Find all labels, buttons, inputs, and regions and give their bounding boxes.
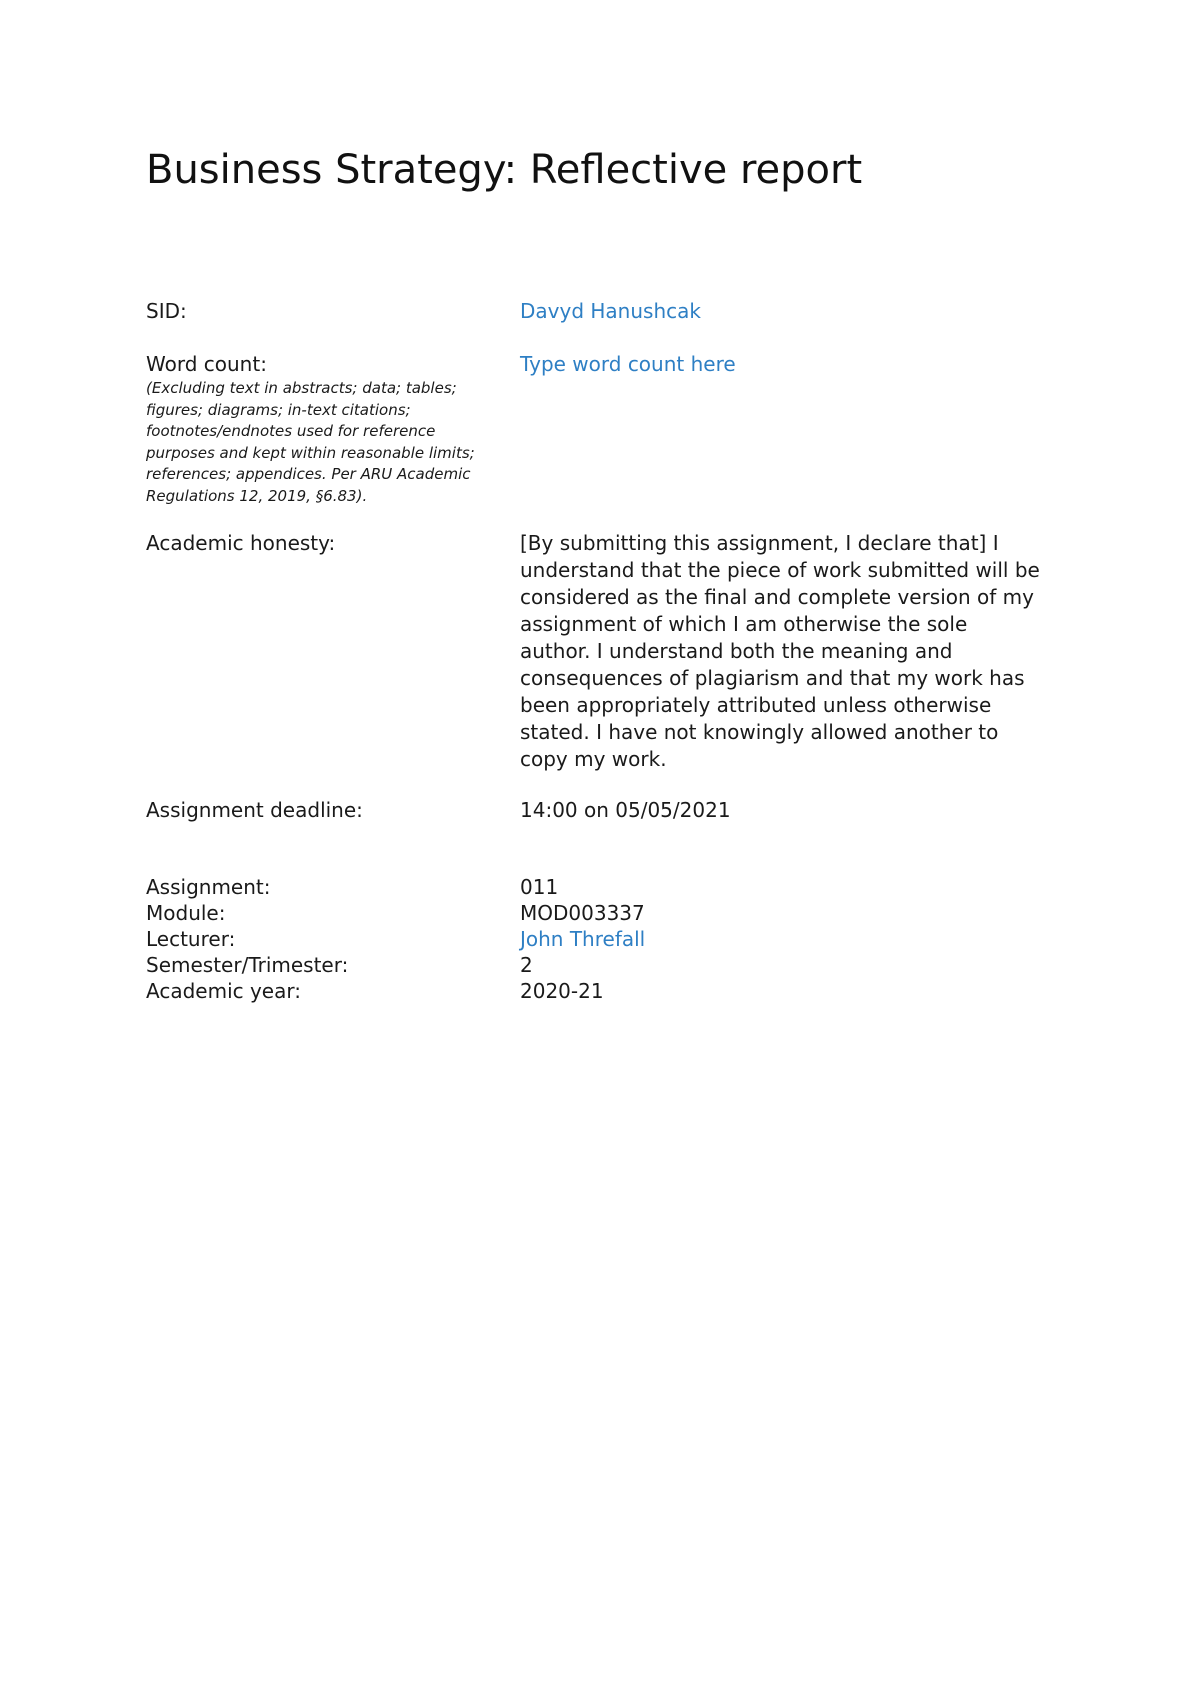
academic-year-label: Academic year: (146, 979, 301, 1003)
word-count-label-block (146, 351, 506, 507)
assignment-deadline-label: Assignment deadline: (146, 798, 363, 822)
semester-value: 2 (520, 953, 533, 977)
academic-honesty-label: Academic honesty: (146, 531, 336, 555)
lecturer-value[interactable]: John Threfall (520, 927, 646, 951)
word-count-note: (Excluding text in abstracts; data; tables; figures; diagrams; in-text citations; footnotes/endnotes used for reference purposes and kept within reasonable limits; references; appendices. Per ARU Academic Regulations 12, 2019, §6.83). (146, 379, 475, 505)
assignment-label: Assignment: (146, 875, 271, 899)
word-count-value[interactable]: Type word count here (520, 352, 736, 376)
academic-year-value: 2020-21 (520, 979, 604, 1003)
semester-label: Semester/Trimester: (146, 953, 349, 977)
word-count-label: Word count: (146, 352, 267, 376)
sid-label: SID: (146, 299, 187, 323)
module-label: Module: (146, 901, 226, 925)
sid-value[interactable]: Davyd Hanushcak (520, 299, 701, 323)
lecturer-label: Lecturer: (146, 927, 236, 951)
assignment-value: 011 (520, 875, 559, 899)
module-value: MOD003337 (520, 901, 645, 925)
page-title: Business Strategy: Reflective report (146, 147, 863, 193)
academic-honesty-statement: [By submitting this assignment, I declare that] I understand that the piece of work submitted will be considered as the final and complete version of my assignment of which I am otherwise the sole author. I understand both the meaning and consequences of plagiarism and that my work has been appropriately attributed unless otherwise stated. I have not knowingly allowed another to copy my work. (520, 531, 1040, 771)
assignment-deadline-value: 14:00 on 05/05/2021 (520, 798, 731, 822)
